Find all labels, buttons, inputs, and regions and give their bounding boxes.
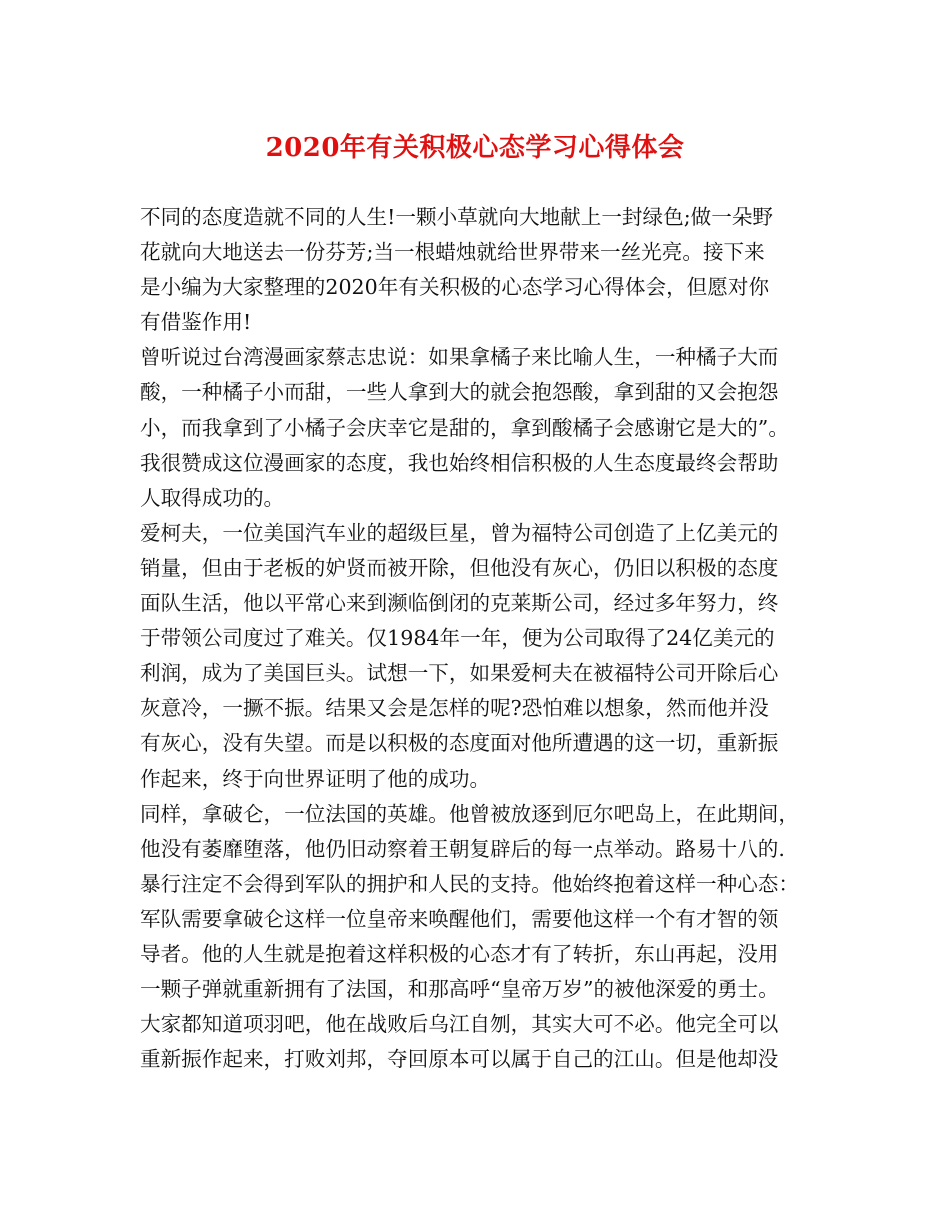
text-line: 酸，一种橘子小而甜，一些人拿到大的就会抱怨酸，拿到甜的又会抱怨: [140, 380, 779, 405]
text-line: 不同的态度造就不同的人生!一颗小草就向大地献上一封绿色;做一朵野: [140, 205, 774, 229]
text-line: 导者。他的人生就是抱着这样积极的心态才有了转折，东山再起，没用: [140, 941, 779, 966]
text-line: 人取得成功的。: [140, 485, 285, 510]
text-line: 小，而我拿到了小橘子会庆幸它是甜的，拿到酸橘子会感谢它是大的”。: [140, 415, 789, 440]
text-line: 曾听说过台湾漫画家蔡志忠说：如果拿橘子来比喻人生，一种橘子大而: [140, 345, 779, 370]
text-line: 利润，成为了美国巨头。试想一下，如果爱柯夫在被福特公司开除后心: [140, 661, 779, 686]
text-line: 重新振作起来，打败刘邦，夺回原本可以属于自己的江山。但是他却没: [140, 1047, 779, 1072]
text-line: 是小编为大家整理的2020年有关积极的心态学习心得体会，但愿对你: [140, 275, 770, 300]
text-line: 同样，拿破仑，一位法国的英雄。他曾被放逐到厄尔吧岛上，在此期间，: [140, 801, 799, 826]
text-line: 花就向大地送去一份芬芳;当一根蜡烛就给世界带来一丝光亮。接下来: [140, 240, 765, 265]
text-line: 大家都知道项羽吧，他在战败后乌江自刎，其实大可不必。他完全可以: [140, 1012, 779, 1037]
text-line: 暴行注定不会得到军队的拥护和人民的支持。他始终抱着这样一种心态：: [140, 871, 799, 896]
text-line: 于带领公司度过了难关。仅1984年一年，便为公司取得了24亿美元的: [140, 626, 775, 651]
text-line: 他没有萎靡堕落，他仍旧动察着王朝复辟后的每一点举动。路易十八的.: [140, 836, 785, 861]
document-body: [140, 200, 830, 1077]
text-line: 销量，但由于老板的妒贤而被开除，但他没有灰心，仍旧以积极的态度: [140, 555, 779, 580]
text-line: 作起来，终于向世界证明了他的成功。: [140, 766, 491, 791]
text-line: 一颗子弹就重新拥有了法国，和那高呼“皇帝万岁”的被他深爱的勇士。: [140, 977, 779, 1002]
text-line: 爱柯夫，一位美国汽车业的超级巨星，曾为福特公司创造了上亿美元的: [140, 520, 779, 545]
text-line: 面队生活，他以平常心来到濒临倒闭的克莱斯公司，经过多年努力，终: [140, 591, 779, 616]
text-line: 我很赞成这位漫画家的态度，我也始终相信积极的人生态度最终会帮助: [140, 450, 779, 475]
text-line: 灰意冷，一撅不振。结果又会是怎样的呢?恐怕难以想象，然而他并没: [140, 696, 769, 721]
text-line: 有借鉴作用!: [140, 310, 252, 335]
text-line: 军队需要拿破仑这样一位皇帝来唤醒他们，需要他这样一个有才智的领: [140, 906, 779, 931]
document-title: 2020年有关积极心态学习心得体会: [265, 133, 685, 163]
text-line: 有灰心，没有失望。而是以积极的态度面对他所遭遇的这一切，重新振: [140, 731, 779, 756]
